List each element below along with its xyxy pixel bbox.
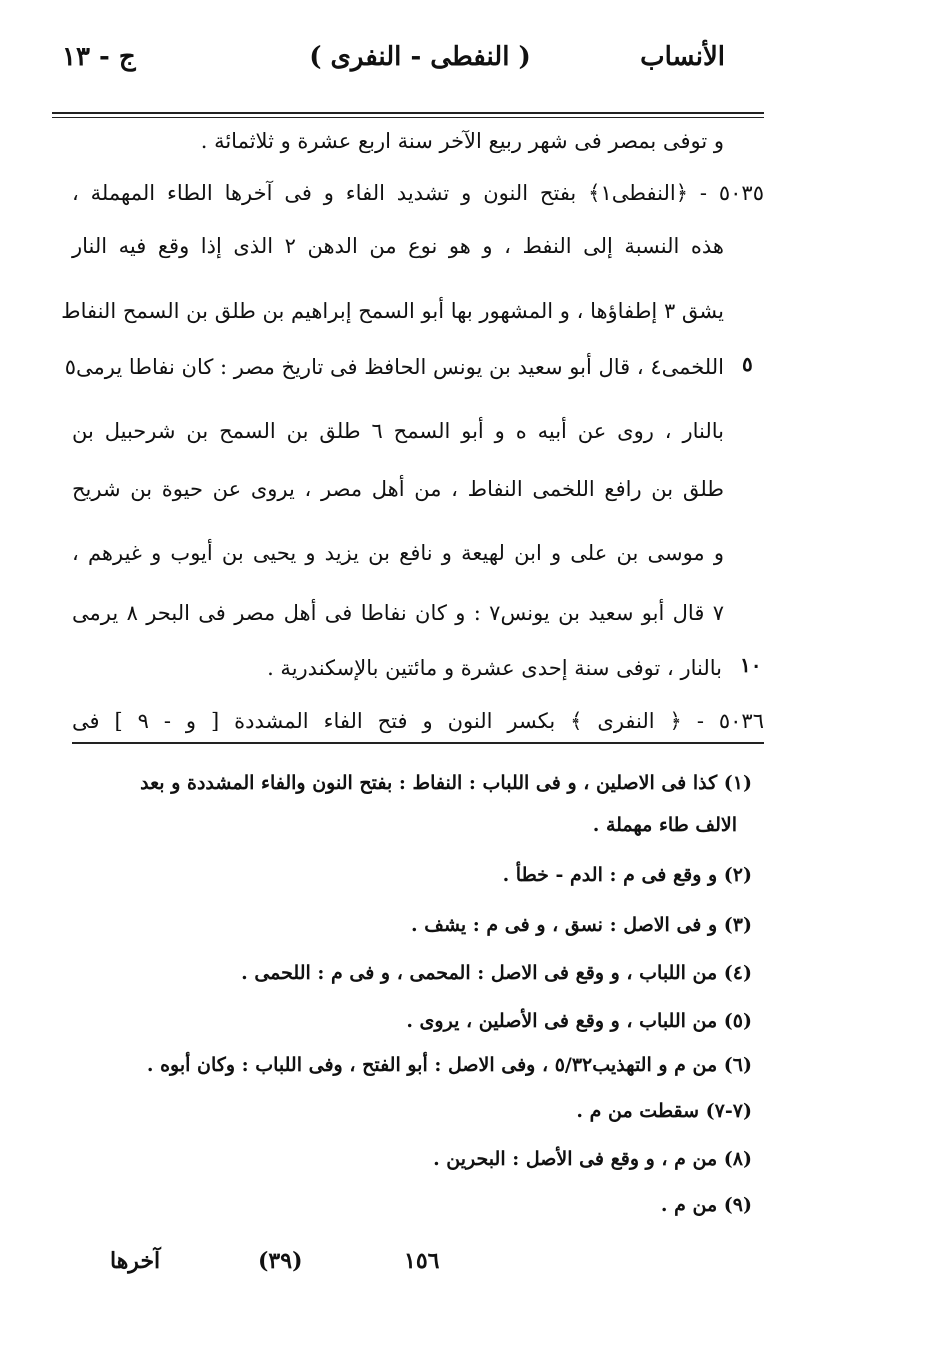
entry-heading-line: ٥٠٣٦ - ﴿ النفرى ﴾ بكسر النون و فتح الفاء المشددة [ و - ٩ ] فى: [72, 709, 764, 733]
header-rule-thin: [52, 117, 764, 118]
line-number: ٥: [742, 352, 753, 376]
footnote-continuation: الالف طاء مهملة .: [592, 814, 737, 836]
footnote: (١) كذا فى الاصلين ، و فى اللباب : النفاط : بفتح النون والفاء المشددة و بعد: [140, 772, 752, 794]
line-number: ١٠: [740, 653, 762, 677]
header-rule: [52, 112, 764, 114]
footnote: (٦) من م و التهذيب٥/٣٢ ، وفى الاصل : أبو الفتح ، وفى اللباب : وكان أبوه .: [146, 1054, 752, 1076]
footnote: (٨) من م ، و وقع فى الأصل : البحرين .: [433, 1148, 752, 1170]
body-line: ٧ قال أبو سعيد بن يونس٧ : و كان نفاطا فى أهل مصر فى البحر ٨ يرمى: [72, 601, 725, 625]
footnote: (٧-٧) سقطت من م .: [576, 1100, 752, 1122]
catchword: آخرها: [110, 1248, 161, 1274]
footnote: (٩) من م .: [660, 1194, 752, 1216]
body-line: بالنار ، روى عن أبيه ه و أبو السمح ٦ طلق بن السمح بن شرحبيل بن: [72, 419, 724, 443]
body-line: هذه النسبة إلى النفط ، و هو نوع من الدهن ٢ الذى إذا وقع فيه النار: [72, 234, 724, 258]
footnote: (٤) من اللباب ، و وقع فى الاصل : المحمى ، و فى م : اللحمى .: [241, 962, 752, 984]
body-line: طلق بن رافع اللخمى النفاط ، من أهل مصر ، يروى عن حيوة بن شريح: [72, 477, 724, 501]
running-title: الأنساب: [640, 42, 725, 72]
entry-heading-line: ٥٠٣٥ - ﴿النفطى١﴾ بفتح النون و تشديد الفاء و فى آخرها الطاء المهملة ،: [72, 181, 764, 205]
volume-label: ج - ١٣: [62, 42, 136, 72]
page-headword-range: ( النفطى - النفرى ): [309, 42, 531, 72]
signature-mark: (٣٩): [258, 1248, 303, 1274]
page-number: ١٥٦: [404, 1248, 440, 1274]
body-line: اللخمى٤ ، قال أبو سعيد بن يونس الحافظ فى تاريخ مصر : كان نفاطا يرمى٥: [64, 355, 724, 379]
body-line: بالنار ، توفى سنة إحدى عشرة و مائتين بالإسكندرية .: [267, 656, 722, 680]
footnote: (٢) و وقع فى م : الدم - خطأ .: [502, 864, 752, 886]
footnote: (٥) من اللباب ، و وقع فى الأصلين ، يروى .: [406, 1010, 752, 1032]
footnote: (٣) و فى الاصل : نسق ، و فى م : يشف .: [411, 914, 752, 936]
body-line: و توفى بمصر فى شهر ربيع الآخر سنة اربع عشرة و ثلاثمائة .: [200, 129, 724, 153]
footnote-divider: [72, 742, 764, 744]
body-line: و موسى بن على و ابن لهيعة و نافع بن يزيد و يحيى بن أيوب و غيرهم ،: [72, 541, 724, 565]
body-line: يشق ٣ إطفاؤها ، و المشهور بها أبو السمح إبراهيم بن طلق بن السمح النفاط: [61, 299, 724, 323]
